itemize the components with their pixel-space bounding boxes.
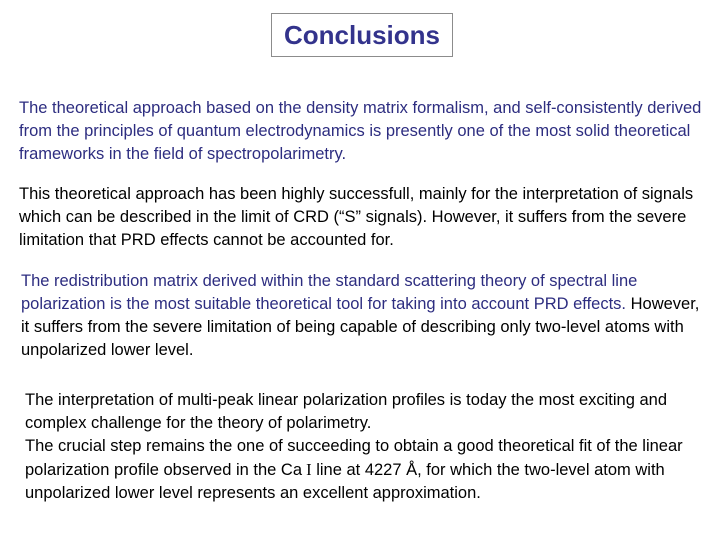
paragraph-multi-peak — [25, 389, 710, 505]
ca-ion-numeral: I — [302, 460, 312, 479]
multi-peak-line2-end: line at 4227 Å, for which the two-level atom with unpolarized lower level represents an excellent approximation. — [25, 461, 665, 502]
paragraph-crd-limitation: This theoretical approach has been highly successfull, mainly for the interpretation of signals which can be described in the limit of CRD (“S” signals). However, it suffers from the severe limitation that PRD effects cannot be accounted for. — [19, 185, 694, 249]
paragraph-redistribution-matrix — [21, 270, 706, 362]
multi-peak-line1: The interpretation of multi-peak linear polarization profiles is today the most exciting and complex challenge for the theory of polarimetry. — [25, 391, 668, 432]
slide-title: Conclusions — [283, 19, 440, 50]
redistribution-highlight-text: The redistribution matrix derived within the standard scattering theory of spectral line polarization is the most suitable theoretical tool for taking into account PRD effects. — [21, 272, 638, 313]
title-box — [271, 13, 453, 57]
multi-peak-line2-start: The crucial step remains the one of succeeding to obtain a good theoretical fit of the linear polarization profile observed in the Ca — [25, 437, 683, 479]
paragraph-density-matrix: The theoretical approach based on the density matrix formalism, and self-consistently derived from the principles of quantum electrodynamics is presently one of the most solid theoretical frameworks in the field of spectropolarimetry. — [19, 99, 702, 163]
redistribution-rest-text: However, it suffers from the severe limitation of being capable of describing only two-level atoms with unpolarized lower level. — [21, 295, 700, 359]
